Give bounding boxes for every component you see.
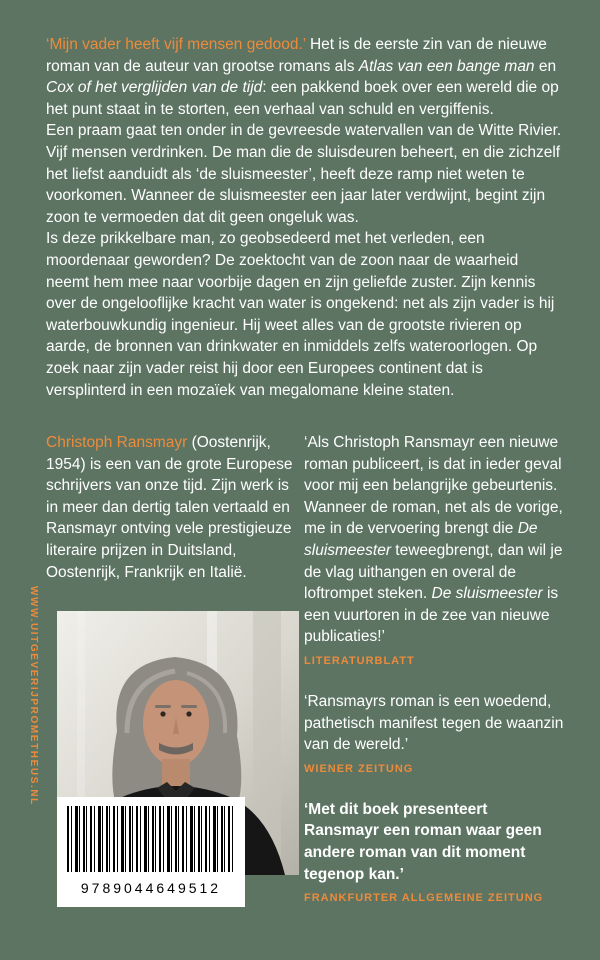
blurb-paragraph-2: Een praam gaat ten onder in de gevreesde watervallen van de Witte Rivier. Vijf mensen verdrinken. De man die de sluisdeuren beheert, en die zichzelf het liefst aanduidt als ‘de sluismeester’, heeft deze ramp niet weten te voorkomen. Wanneer de sluismeester een jaar later verdwijnt, begint zijn zoon te vermoeden dat dit geen ongeluk was. — [46, 122, 562, 226]
author-name: Christoph Ransmayr — [46, 434, 188, 451]
opening-quote: ‘Mijn vader heeft vijf mensen gedood.’ — [46, 36, 310, 53]
press-quote-1-text — [304, 432, 564, 648]
press-quote-1 — [304, 432, 564, 668]
book-title-cox: Cox of het verglijden van de tijd — [46, 79, 263, 97]
publisher-url: WWW.UITGEVERIJPROMETHEUS.NL — [28, 586, 39, 806]
press-quote-1-source: LITERATURBLATT — [304, 654, 415, 667]
author-bio-text: (Oostenrijk, 1954) is een van de grote Europese schrijvers van onze tijd. Zijn werk is in meer dan dertig talen vertaald en Ransmayr ontving vele prestigieuze literaire prijzen in Duitsland, Oostenrijk, Frankrijk en Italië. — [46, 434, 293, 581]
blurb-paragraph-3: Is deze prikkelbare man, zo geobsedeerd met het verleden, een moordenaar geworden? De zoektocht van de zoon naar de waarheid neemt hem mee naar voorbije dagen en zijn geliefde zuster. Zijn kennis over de ongelooflijke kracht van water is ongekend: net als zijn vader is hij waterbouwkundig ingenieur. Hij weet alles van de grootste rivieren op aarde, de bronnen van drinkwater en inmiddels zelfs wateroorlogen. Op zoek naar zijn vader reist hij door een Europees continent dat is versplinterd in een mozaïek van megalomane kleine staten. — [46, 230, 555, 399]
press-quotes — [304, 432, 564, 928]
blurb-paragraph-1 — [46, 34, 562, 120]
author-bio-paragraph — [46, 432, 294, 583]
book-title-atlas: Atlas van een bange man — [358, 57, 535, 75]
barcode-bars — [67, 806, 235, 872]
blurb-p1-text-1: Het is de eerste zin van de nieuwe roman van de auteur van grootse romans als — [46, 36, 547, 75]
blurb-p1-text-2: en — [534, 57, 557, 75]
press-quote-2 — [304, 691, 564, 776]
quote-1-segment-3: is een vuurtoren in de zee van nieuwe publicaties!’ — [304, 585, 559, 646]
quote-1-book-title-2: De sluismeester — [431, 585, 543, 603]
blurb-p1-text-3: : een pakkend boek over een wereld die op het punt staat in te storten, een verhaal van schuld en vergiffenis. — [46, 79, 559, 118]
press-quote-3 — [304, 799, 564, 905]
quote-1-segment-2: teweegbrengt, dan wil je de vlag uithangen en overal de loftrompet steken. — [304, 541, 563, 603]
press-quote-2-source: WIENER ZEITUNG — [304, 762, 414, 775]
barcode-number: 9789044649512 — [80, 880, 222, 896]
quote-1-segment-1: ‘Als Christoph Ransmayr een nieuwe roman publiceert, is dat in ieder geval voor mij een belangrijke gebeurtenis. Wanneer de roman, net als de vorige, me in de vervoering brengt die — [304, 434, 563, 538]
quote-1-book-title-1: De sluismeester — [304, 520, 538, 559]
press-quote-3-source: FRANKFURTER ALLGEMEINE ZEITUNG — [304, 892, 544, 905]
barcode — [57, 797, 245, 907]
author-bio — [46, 432, 294, 583]
press-quote-2-text: ‘Ransmayrs roman is een woedend, pathetisch manifest tegen de waanzin van de wereld.’ — [304, 692, 564, 754]
press-quote-3-text: ‘Met dit boek presenteert Ransmayr een roman waar geen andere roman van dit moment tegenop kan.’ — [304, 800, 542, 883]
blurb-text — [46, 34, 562, 401]
